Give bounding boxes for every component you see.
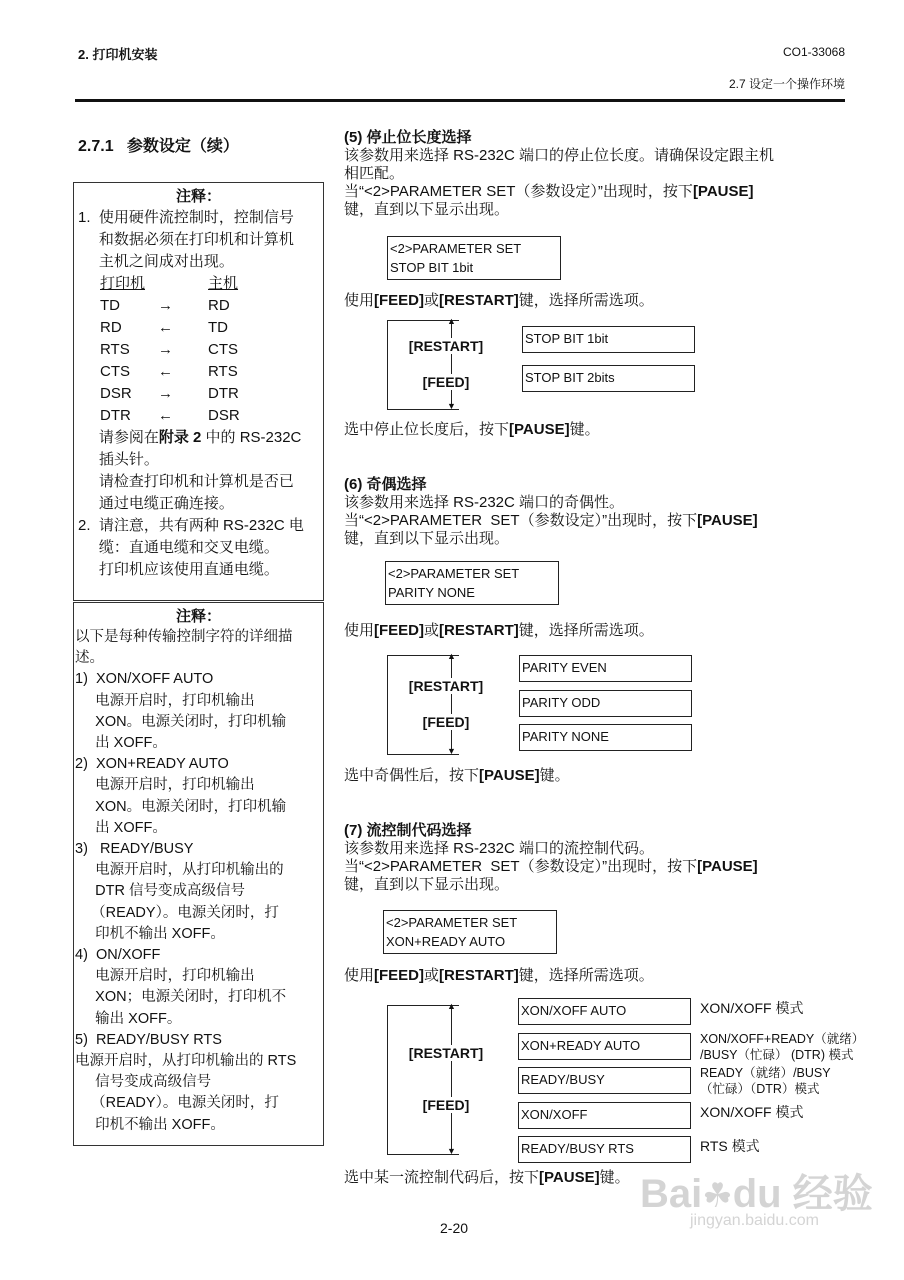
option-box: PARITY NONE bbox=[519, 724, 692, 751]
host-signal: RD bbox=[208, 297, 230, 314]
after-instruction: 选中奇偶性后，按下[PAUSE]键。 bbox=[344, 767, 570, 784]
lcd-display: <2>PARAMETER SET XON+READY AUTO bbox=[383, 910, 557, 954]
arrow-down-icon: ▼ bbox=[447, 1146, 456, 1156]
note-line: 电源开启时，从打印机输出的 bbox=[75, 862, 284, 879]
page-number: 2-20 bbox=[440, 1220, 469, 1236]
note-line: 电源开启时，打印机输出 bbox=[75, 777, 255, 794]
note-line: 电源开启时，打印机输出 bbox=[75, 968, 255, 985]
page-title: 2.7.1 参数设定（续） bbox=[78, 138, 239, 155]
option-description: READY（就绪）/BUSY （忙碌）（DTR）模式 bbox=[700, 1066, 831, 1096]
note-line: 请检查打印机和计算机是否已 bbox=[78, 473, 294, 490]
select-instruction: 使用[FEED]或[RESTART]键，选择所需选项。 bbox=[344, 292, 654, 309]
note-line: 印机不输出 XOFF。 bbox=[75, 925, 225, 942]
host-column-label: 主机 bbox=[208, 275, 239, 292]
note-line: 印机不输出 XOFF。 bbox=[75, 1116, 225, 1133]
note-line: 5) READY/BUSY RTS bbox=[75, 1031, 222, 1048]
printer-signal: CTS bbox=[100, 363, 130, 380]
direction-arrow: ← bbox=[158, 363, 173, 380]
section-heading: (7) 流控制代码选择 bbox=[344, 822, 472, 839]
section-text: 键，直到以下显示出现。 bbox=[344, 530, 510, 547]
key-bracket bbox=[387, 1005, 459, 1155]
arrow-line bbox=[451, 1007, 452, 1153]
section-heading: (5) 停止位长度选择 bbox=[344, 129, 472, 146]
option-description: XON/XOFF 模式 bbox=[700, 1000, 804, 1016]
note-line: 2) XON+READY AUTO bbox=[75, 756, 229, 773]
host-signal: DSR bbox=[208, 407, 240, 424]
restart-key-label: [RESTART] bbox=[396, 1045, 496, 1061]
note-line: DTR 信号变成高级信号 bbox=[75, 883, 245, 900]
option-box: READY/BUSY RTS bbox=[518, 1136, 691, 1163]
printer-signal: RD bbox=[100, 319, 122, 336]
lcd-display: <2>PARAMETER SET STOP BIT 1bit bbox=[387, 236, 561, 280]
option-box: XON/XOFF AUTO bbox=[518, 998, 691, 1025]
signal-row bbox=[78, 405, 323, 427]
note-line: 通过电缆正确连接。 bbox=[78, 495, 234, 512]
option-box: PARITY EVEN bbox=[519, 655, 692, 682]
section-text: 相匹配。 bbox=[344, 165, 405, 182]
printer-column-label: 打印机 bbox=[100, 275, 146, 292]
arrow-line bbox=[451, 657, 452, 753]
after-instruction: 选中停止位长度后，按下[PAUSE]键。 bbox=[344, 421, 600, 438]
chapter-header: 2. 打印机安装 bbox=[78, 47, 158, 62]
note-line: （READY）。电源关闭时，打 bbox=[75, 1095, 279, 1112]
note-line: 出 XOFF。 bbox=[75, 819, 167, 836]
option-box: STOP BIT 2bits bbox=[522, 365, 695, 392]
restart-key-label: [RESTART] bbox=[396, 678, 496, 694]
option-box: STOP BIT 1bit bbox=[522, 326, 695, 353]
note-line: 输出 XOFF。 bbox=[75, 1010, 182, 1027]
note-line: 主机之间成对出现。 bbox=[78, 253, 234, 270]
section-text: 键，直到以下显示出现。 bbox=[344, 876, 510, 893]
signal-row bbox=[78, 339, 323, 361]
note-line: 和数据必须在打印机和计算机 bbox=[78, 231, 294, 248]
printer-signal: RTS bbox=[100, 341, 130, 358]
note-line: 请参阅在附录 2 中的 RS-232C bbox=[78, 429, 302, 446]
note-line: XON。电源关闭时，打印机输 bbox=[75, 798, 287, 815]
signal-row bbox=[78, 317, 323, 339]
printer-signal: DSR bbox=[100, 385, 132, 402]
host-signal: RTS bbox=[208, 363, 238, 380]
feed-key-label: [FEED] bbox=[396, 714, 496, 730]
section-header: 2.7 设定一个操作环境 bbox=[728, 77, 845, 91]
option-description: XON/XOFF 模式 bbox=[700, 1103, 804, 1120]
note-title: 注释： bbox=[175, 608, 221, 625]
note-line: 1. 使用硬件流控制时，控制信号 bbox=[78, 209, 294, 226]
note-box-2 bbox=[73, 602, 324, 1146]
note-line: 信号变成高级信号 bbox=[75, 1074, 212, 1091]
note-line: 1) XON/XOFF AUTO bbox=[75, 671, 214, 688]
key-bracket bbox=[387, 655, 459, 755]
select-instruction: 使用[FEED]或[RESTART]键，选择所需选项。 bbox=[344, 622, 654, 639]
section-text: 该参数用来选择 RS-232C 端口的流控制代码。 bbox=[344, 840, 655, 857]
watermark-url: jingyan.baidu.com bbox=[690, 1212, 819, 1229]
note-line: 2. 请注意，共有两种 RS-232C 电 bbox=[78, 517, 304, 534]
watermark-logo: Bai☘du 经验 bbox=[640, 1172, 873, 1216]
note-line: 打印机应该使用直通电缆。 bbox=[78, 561, 279, 578]
note-line: 电源开启时，从打印机输出的 RTS bbox=[75, 1053, 297, 1070]
host-signal: CTS bbox=[208, 341, 238, 358]
direction-arrow: ← bbox=[158, 319, 173, 336]
option-description: RTS 模式 bbox=[700, 1138, 760, 1154]
direction-arrow: → bbox=[158, 341, 173, 358]
section-text: 该参数用来选择 RS-232C 端口的停止位长度。请确保设定跟主机 bbox=[344, 147, 775, 164]
signal-row bbox=[78, 295, 323, 317]
note-title: 注释： bbox=[175, 188, 221, 205]
select-instruction: 使用[FEED]或[RESTART]键，选择所需选项。 bbox=[344, 967, 654, 984]
option-box: XON+READY AUTO bbox=[518, 1033, 691, 1060]
note-line: 述。 bbox=[75, 650, 104, 667]
restart-key-label: [RESTART] bbox=[396, 338, 496, 354]
arrow-up-icon: ▲ bbox=[447, 1001, 456, 1011]
note-line: （READY）。电源关闭时，打 bbox=[75, 904, 279, 921]
note-line: 插头针。 bbox=[78, 451, 159, 468]
section-text: 当“<2>PARAMETER SET（参数设定）”出现时，按下[PAUSE] bbox=[344, 183, 754, 200]
note-line: 3) READY/BUSY bbox=[75, 841, 194, 858]
arrow-down-icon: ▼ bbox=[447, 401, 456, 411]
note-line: 出 XOFF。 bbox=[75, 735, 167, 752]
lcd-display: <2>PARAMETER SET PARITY NONE bbox=[385, 561, 559, 605]
arrow-up-icon: ▲ bbox=[447, 651, 456, 661]
option-box: READY/BUSY bbox=[518, 1067, 691, 1094]
key-bracket bbox=[387, 320, 459, 410]
section-text: 该参数用来选择 RS-232C 端口的奇偶性。 bbox=[344, 494, 625, 511]
option-description: XON/XOFF+READY（就绪） /BUSY（忙碌） (DTR) 模式 bbox=[700, 1031, 865, 1062]
section-text: 键，直到以下显示出现。 bbox=[344, 201, 510, 218]
header-rule bbox=[75, 99, 845, 102]
arrow-up-icon: ▲ bbox=[447, 316, 456, 326]
after-instruction: 选中某一流控制代码后，按下[PAUSE]键。 bbox=[344, 1169, 630, 1186]
arrow-down-icon: ▼ bbox=[447, 746, 456, 756]
note-line: XON。电源关闭时，打印机输 bbox=[75, 713, 287, 730]
direction-arrow: → bbox=[158, 385, 173, 402]
note-line: 4) ON/XOFF bbox=[75, 947, 161, 964]
note-line: XON；电源关闭时，打印机不 bbox=[75, 989, 287, 1006]
note-line: 以下是每种传输控制字符的详细描 bbox=[75, 629, 293, 645]
option-box: PARITY ODD bbox=[519, 690, 692, 717]
arrow-line bbox=[451, 322, 452, 408]
direction-arrow: ← bbox=[158, 407, 173, 424]
section-text: 当“<2>PARAMETER SET（参数设定）”出现时，按下[PAUSE] bbox=[344, 512, 758, 529]
section-text: 当“<2>PARAMETER SET（参数设定）”出现时，按下[PAUSE] bbox=[344, 858, 758, 875]
section-heading: (6) 奇偶选择 bbox=[344, 476, 427, 493]
note-box-1 bbox=[73, 182, 324, 601]
signal-row bbox=[78, 361, 323, 383]
feed-key-label: [FEED] bbox=[396, 374, 496, 390]
signal-row bbox=[78, 383, 323, 405]
signal-header bbox=[78, 273, 323, 295]
host-signal: TD bbox=[208, 319, 228, 336]
doc-code: CO1-33068 bbox=[782, 45, 845, 59]
note-line: 电源开启时，打印机输出 bbox=[75, 692, 255, 709]
direction-arrow: → bbox=[158, 297, 173, 314]
host-signal: DTR bbox=[208, 385, 239, 402]
printer-signal: TD bbox=[100, 297, 120, 314]
printer-signal: DTR bbox=[100, 407, 131, 424]
option-box: XON/XOFF bbox=[518, 1102, 691, 1129]
note-line: 缆：直通电缆和交叉电缆。 bbox=[78, 539, 279, 556]
feed-key-label: [FEED] bbox=[396, 1097, 496, 1113]
